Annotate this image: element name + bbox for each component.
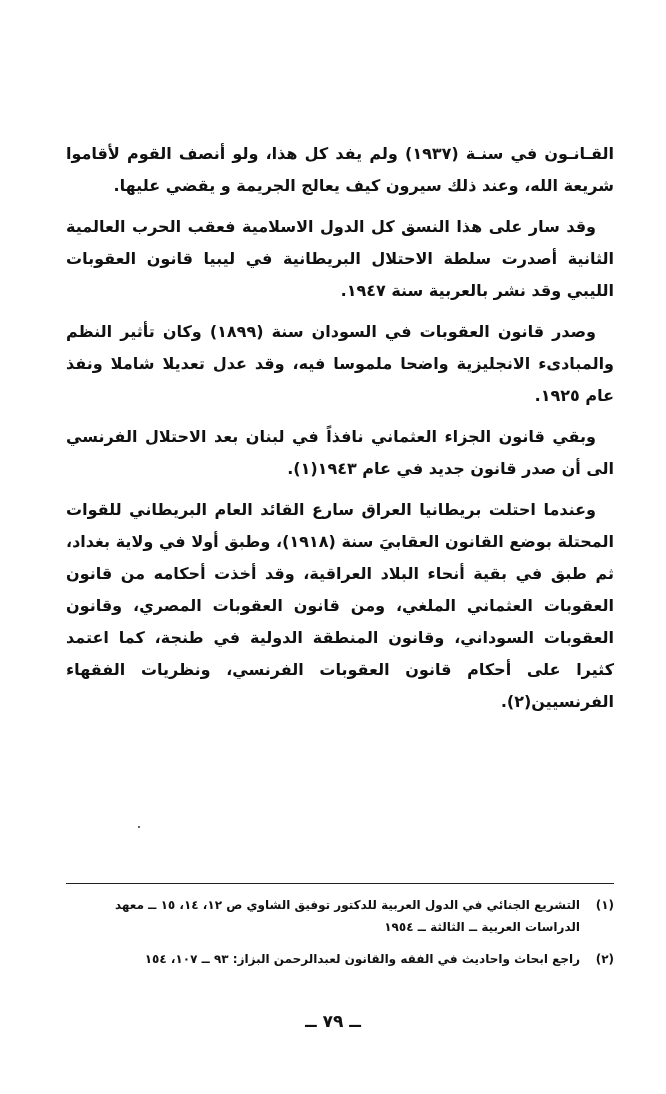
paragraph-1: القـانـون في سنـة (١٩٣٧) ولم يفد كل هذا، ولو أنصف القوم لأقاموا شريعة الله، وعند ذلك سيرون كيف يعالج الجريمة و يقضي عليها. [66, 144, 614, 195]
footnote-2 [66, 948, 614, 970]
body-text [66, 138, 614, 727]
footnote-1-text: التشريع الجنائي في الدول العربية للدكتور توفيق الشاوي ص ١٢، ١٤، ١٥ ــ معهد الدراسات العربية ــ الثالثة ــ ١٩٥٤ [114, 898, 580, 934]
page-number: ــ ٧٩ ــ [305, 1012, 361, 1032]
paragraph-5: وعندما احتلت بريطانيا العراق سارع القائد العام البريطاني للقوات المحتلة بوضع القانون العقابيَ سنة (١٩١٨)، وطبق أولا في ولاية بغداد، ثم طبق في بقية أنحاء البلاد العراقية، وقد أخذت أحكامه من قانون العقوبات العثماني الملغي، ومن قانون العقوبات المصري، وقانون العقوبات السوداني، وقانون المنطقة الدولية في طنجة، كما اعتمد كثيرا على أحكام قانون العقوبات الفرنسي، ونظريات الفقهاء الفرنسيين(٢). [66, 500, 615, 711]
paragraph-3: وصدر قانون العقوبات في السودان سنة (١٨٩٩) وكان تأثير النظم والمبادىء الانجليزية واضحا ملموسا فيه، وقد عدل تعديلا شاملا ونفذ عام ١٩٢٥. [66, 322, 614, 405]
print-speck [138, 826, 140, 828]
footnote-divider [66, 883, 614, 884]
footnote-1 [66, 894, 614, 938]
paragraph-4: وبقي قانون الجزاء العثماني نافذاً في لبنان بعد الاحتلال الفرنسي الى أن صدر قانون جديد في عام ١٩٤٣(١). [66, 427, 614, 478]
footnote-1-number: (١) [595, 898, 614, 912]
footnote-2-text: راجع ابحاث واحاديث في الفقه والقانون لعبدالرحمن البزاز: ٩٣ ــ ١٠٧، ١٥٤ [144, 952, 580, 966]
paragraph-2: وقد سار على هذا النسق كل الدول الاسلامية فعقب الحرب العالمية الثانية أصدرت سلطة الاحتلال البريطانية في ليبيا قانون العقوبات الليبي وقد نشر بالعربية سنة ١٩٤٧. [66, 217, 614, 300]
footnotes [66, 894, 614, 980]
footnote-2-number: (٢) [595, 952, 614, 966]
